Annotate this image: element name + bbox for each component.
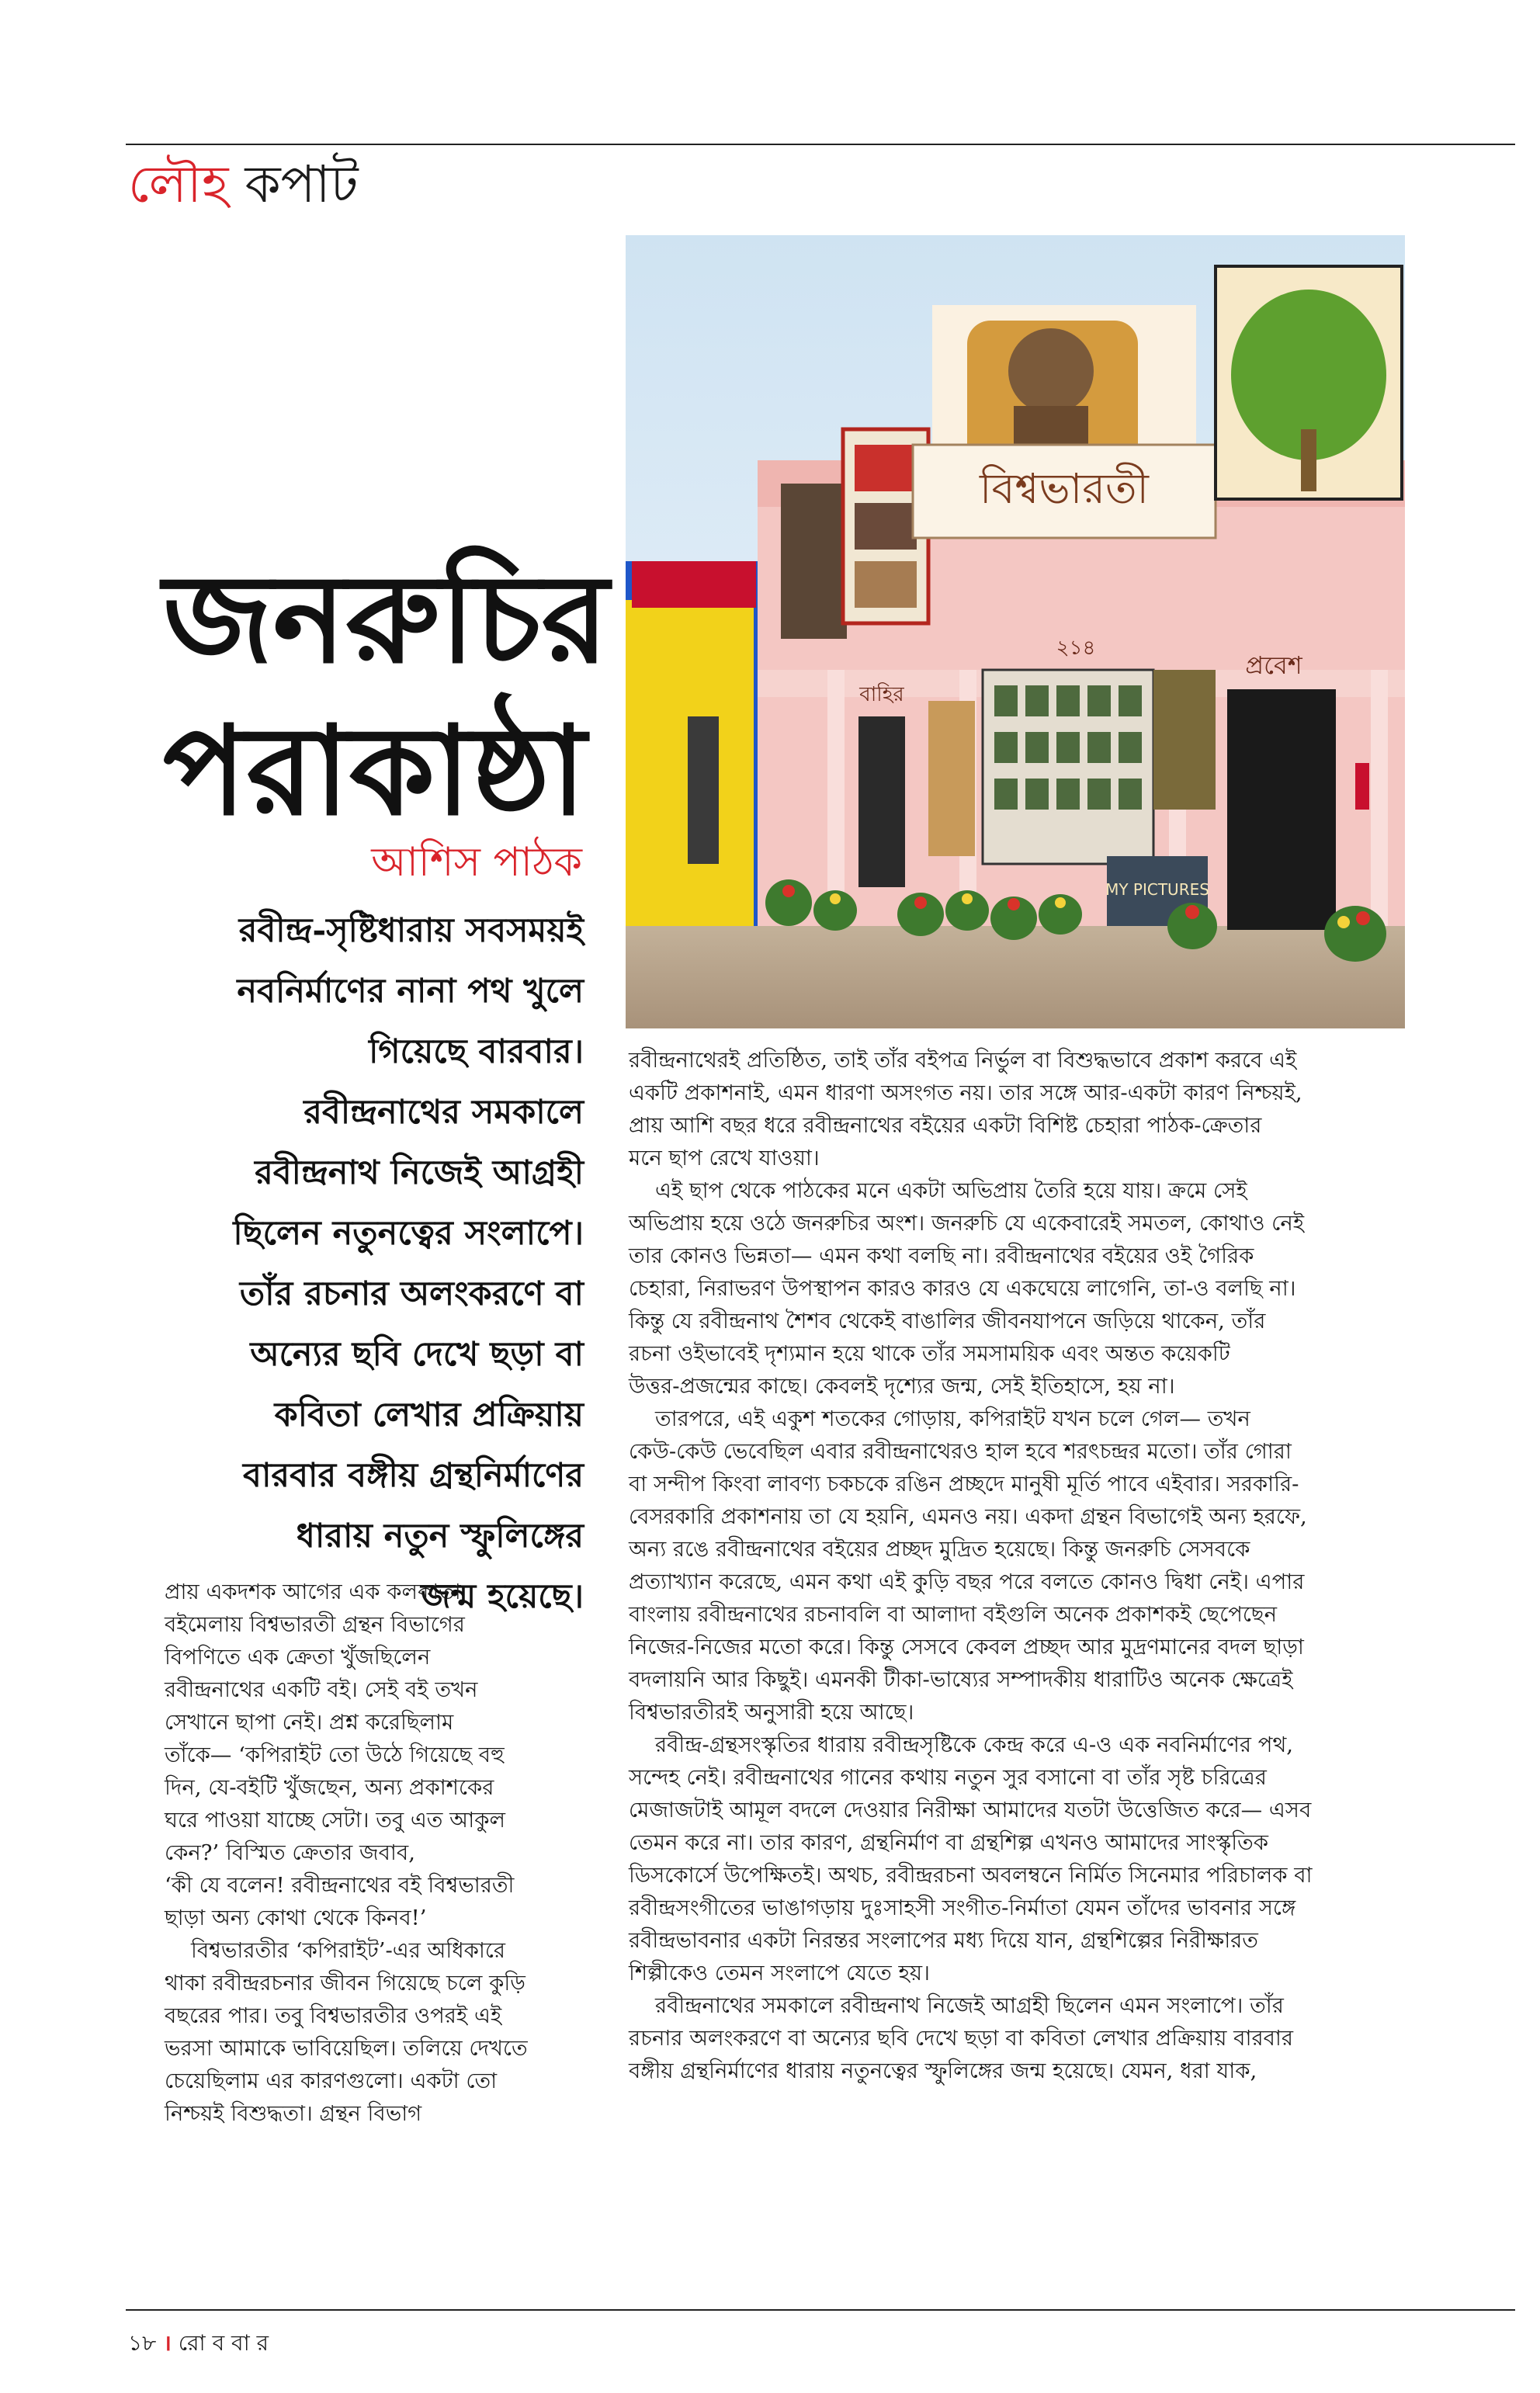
body-line: অভিপ্রায় হয়ে ওঠে জনরুচির অংশ। জনরুচি যে একেবারেই সমতল, কোথাও নেই xyxy=(629,1211,1305,1236)
headline xyxy=(163,543,609,848)
standfirst-line: রবীন্দ্রনাথের সমকালে xyxy=(303,1093,584,1132)
bookfair-stall-photo xyxy=(626,235,1405,1028)
body-line: কেউ-কেউ ভেবেছিল এবার রবীন্দ্রনাথেরও হাল হবে শরৎচন্দ্রর মতো। তাঁর গোরা xyxy=(629,1439,1292,1464)
body-line: নিশ্চয়ই বিশুদ্ধতা। গ্রন্থন বিভাগ xyxy=(165,2101,422,2126)
body-line: নিজের-নিজের মতো করে। কিন্তু সেসবে কেবল প্রচ্ছদ আর মুদ্রণমানের বদল ছাড়া xyxy=(629,1635,1304,1659)
body-line: উত্তর-প্রজন্মের কাছে। কেবলই দৃশ্যের জন্ম, সেই ইতিহাসে, হয় না। xyxy=(629,1374,1175,1399)
body-line: রচনার অলংকরণে বা অন্যের ছবি দেখে ছড়া বা কবিতা লেখার প্রক্রিয়ায় বারবার xyxy=(629,2026,1293,2051)
top-rule xyxy=(126,144,1515,145)
body-line: বঙ্গীয় গ্রন্থনির্মাণের ধারায় নতুনত্বের স্ফুলিঙ্গের জন্ম হয়েছে। যেমন, ধরা যাক, xyxy=(629,2058,1257,2083)
body-line: রবীন্দ্রসংগীতের ভাঙাগড়ায় দুঃসাহসী সংগীত-নির্মাতা যেমন তাঁদের ভাবনার সঙ্গে xyxy=(629,1895,1296,1920)
standfirst-line: নবনির্মাণের নানা পথ খুলে xyxy=(237,972,584,1011)
body-line: বিপণিতে এক ক্রেতা খুঁজছিলেন xyxy=(165,1645,431,1670)
body-line: বাংলায় রবীন্দ্রনাথের রচনাবলি বা আলাদা বইগুলি অনেক প্রকাশকই ছেপেছেন xyxy=(629,1602,1277,1627)
body-column-right xyxy=(629,1044,1405,2087)
body-line: তাঁকে— ‘কপিরাইট তো উঠে গিয়েছে বহু xyxy=(165,1743,505,1767)
body-line: এই ছাপ থেকে পাঠকের মনে একটা অভিপ্রায় তৈরি হয়ে যায়। ক্রমে সেই xyxy=(655,1178,1247,1203)
standfirst xyxy=(147,900,584,1627)
body-column-left xyxy=(165,1576,564,2130)
body-line: বইমেলায় বিশ্বভারতী গ্রন্থন বিভাগের xyxy=(165,1612,465,1637)
body-line: তার কোনও ভিন্নতা— এমন কথা বলছি না। রবীন্দ্রনাথের বইয়ের ওই গৈরিক xyxy=(629,1243,1254,1268)
standfirst-line: ধারায় নতুন স্ফুলিঙ্গের xyxy=(296,1517,584,1555)
body-line: রবীন্দ্র-গ্রন্থসংস্কৃতির ধারায় রবীন্দ্রসৃষ্টিকে কেন্দ্র করে এ-ও এক নবনির্মাণের পথ, xyxy=(655,1732,1294,1757)
section-label-highlight: লৌহ xyxy=(128,154,229,214)
exit-sign: বাহির xyxy=(859,683,904,706)
body-line: ‘কী যে বলেন! রবীন্দ্রনাথের বই বিশ্বভারতী xyxy=(165,1873,515,1898)
page-number: ১৮ xyxy=(128,2330,157,2356)
body-line: চেহারা, নিরাভরণ উপস্থাপন কারও কারও যে একঘেয়ে লাগেনি, তা-ও বলছি না। xyxy=(629,1276,1296,1301)
body-line: সন্দেহ নেই। রবীন্দ্রনাথের গানের কথায় নতুন সুর বসানো বা তাঁর সৃষ্ট চরিত্রের xyxy=(629,1765,1267,1790)
body-line: তেমন করে না। তার কারণ, গ্রন্থনির্মাণ বা গ্রন্থশিল্প এখনও আমাদের সাংস্কৃতিক xyxy=(629,1830,1268,1855)
standfirst-line: ছিলেন নতুনত্বের সংলাপে। xyxy=(233,1214,584,1253)
body-line: বা সন্দীপ কিংবা লাবণ্য চকচকে রঙিন প্রচ্ছদে মানুষী মূর্তি পাবে এইবার। সরকারি- xyxy=(629,1472,1299,1496)
body-line: সেখানে ছাপা নেই। প্রশ্ন করেছিলাম xyxy=(165,1710,454,1735)
body-line: চেয়েছিলাম এর কারণগুলো। একটা তো xyxy=(165,2069,498,2093)
body-line: একটি প্রকাশনাই, এমন ধারণা অসংগত নয়। তার সঙ্গে আর-একটা কারণ নিশ্চয়ই, xyxy=(629,1080,1302,1105)
body-line: বিশ্বভারতীর ‘কপিরাইট’-এর অধিকারে xyxy=(191,1938,506,1963)
body-line: মেজাজটাই আমূল বদলে দেওয়ার নিরীক্ষা আমাদের যতটা উত্তেজিত করে— এসব xyxy=(629,1798,1312,1822)
entry-sign: প্রবেশ xyxy=(1245,650,1302,680)
body-line: বেসরকারি প্রকাশনায় তা যে হয়নি, এমনও নয়। একদা গ্রন্থন বিভাগেই অন্য হরফে, xyxy=(629,1504,1307,1529)
body-line: শিল্পীকেও তেমন সংলাপে যেতে হয়। xyxy=(629,1961,930,1985)
body-line: কিন্তু যে রবীন্দ্রনাথ শৈশব থেকেই বাঙালির জীবনযাপনে জড়িয়ে থাকেন, তাঁর xyxy=(629,1309,1266,1333)
byline: আশিস পাঠক xyxy=(371,839,582,886)
body-line: প্রায় একদশক আগের এক কলকাতা xyxy=(165,1580,461,1604)
body-line: অন্য রঙে রবীন্দ্রনাথের বইয়ের প্রচ্ছদ মুদ্রিত হয়েছে। কিন্তু জনরুচি সেসবকে xyxy=(629,1537,1250,1562)
standfirst-line: তাঁর রচনার অলংকরণে বা xyxy=(239,1275,584,1313)
body-line: ছাড়া অন্য কোথা থেকে কিনব!’ xyxy=(165,1906,427,1930)
body-line: ভরসা আমাকে ভাবিয়েছিল। তলিয়ে দেখতে xyxy=(165,2036,528,2061)
section-label-rest: কপাট xyxy=(245,154,359,214)
body-line: প্রত্যাখ্যান করেছে, এমন কথা এই কুড়ি বছর পরে বলতে কোনও দ্বিধা নেই। এপার xyxy=(629,1569,1305,1594)
body-line: রবীন্দ্রনাথেরই প্রতিষ্ঠিত, তাই তাঁর বইপত্র নির্ভুল বা বিশুদ্ধভাবে প্রকাশ করবে এই xyxy=(629,1048,1297,1073)
body-line: রচনা ওইভাবেই দৃশ্যমান হয়ে থাকে তাঁর সমসাময়িক এবং অন্তত কয়েকটি xyxy=(629,1341,1230,1366)
body-line: কেন?’ বিস্মিত ক্রেতার জবাব, xyxy=(165,1840,415,1865)
standfirst-line: অন্যের ছবি দেখে ছড়া বা xyxy=(250,1335,584,1374)
body-line: বছরের পার। তবু বিশ্বভারতীর ওপরই এই xyxy=(165,2003,502,2028)
body-line: তারপরে, এই একুশ শতকের গোড়ায়, কপিরাইট যখন চলে গেল— তখন xyxy=(655,1406,1250,1431)
headline-line-2: পরাকাষ্ঠা xyxy=(163,699,587,843)
body-line: বদলায়নি আর কিছুই। এমনকী টীকা-ভাষ্যের সম্পাদকীয় ধারাটিও অনেক ক্ষেত্রেই xyxy=(629,1667,1293,1692)
standfirst-line: কবিতা লেখার প্রক্রিয়ায় xyxy=(274,1396,584,1434)
standfirst-line: বারবার বঙ্গীয় গ্রন্থনির্মাণের xyxy=(243,1456,584,1495)
body-line: মনে ছাপ রেখে যাওয়া। xyxy=(629,1146,820,1170)
body-line: ঘরে পাওয়া যাচ্ছে সেটা। তবু এত আকুল xyxy=(165,1808,505,1833)
body-line: প্রায় আশি বছর ধরে রবীন্দ্রনাথের বইয়ের একটা বিশিষ্ট চেহারা পাঠক-ক্রেতার xyxy=(629,1113,1262,1138)
standfirst-line: জন্ম হয়েছে। xyxy=(421,1577,584,1616)
body-line: বিশ্বভারতীরই অনুসারী হয়ে আছে। xyxy=(629,1700,914,1725)
footer-separator: । xyxy=(163,2330,172,2356)
magazine-name: রো ব বা র xyxy=(178,2330,269,2356)
page-footer xyxy=(128,2326,269,2363)
standfirst-line: রবীন্দ্র-সৃষ্টিধারায় সবসময়ই xyxy=(238,911,584,950)
standfirst-line: রবীন্দ্রনাথ নিজেই আগ্রহী xyxy=(255,1153,584,1192)
body-line: রবীন্দ্রনাথের একটি বই। সেই বই তখন xyxy=(165,1677,478,1702)
body-line: দিন, যে-বইটি খুঁজছেন, অন্য প্রকাশকের xyxy=(165,1775,494,1800)
body-line: রবীন্দ্রনাথের সমকালে রবীন্দ্রনাথ নিজেই আগ্রহী ছিলেন এমন সংলাপে। তাঁর xyxy=(655,1993,1284,2018)
standfirst-line: গিয়েছে বারবার। xyxy=(369,1032,584,1071)
poster-text: MY PICTURES xyxy=(1105,880,1209,899)
body-line: থাকা রবীন্দ্ররচনার জীবন গিয়েছে চলে কুড়ি xyxy=(165,1971,525,1996)
bottom-rule xyxy=(126,2309,1515,2311)
headline-line-1: জনরুচির xyxy=(163,547,609,691)
stall-banner-text: বিশ্বভারতী xyxy=(980,464,1149,513)
body-line: রবীন্দ্রভাবনার একটা নিরন্তর সংলাপের মধ্য দিয়ে যান, গ্রন্থশিল্পের নিরীক্ষারত xyxy=(629,1928,1258,1953)
stall-number: ২১৪ xyxy=(1056,636,1096,660)
body-line: ডিসকোর্সে উপেক্ষিতই। অথচ, রবীন্দ্ররচনা অবলম্বনে নির্মিত সিনেমার পরিচালক বা xyxy=(629,1863,1313,1888)
section-label xyxy=(128,154,359,214)
